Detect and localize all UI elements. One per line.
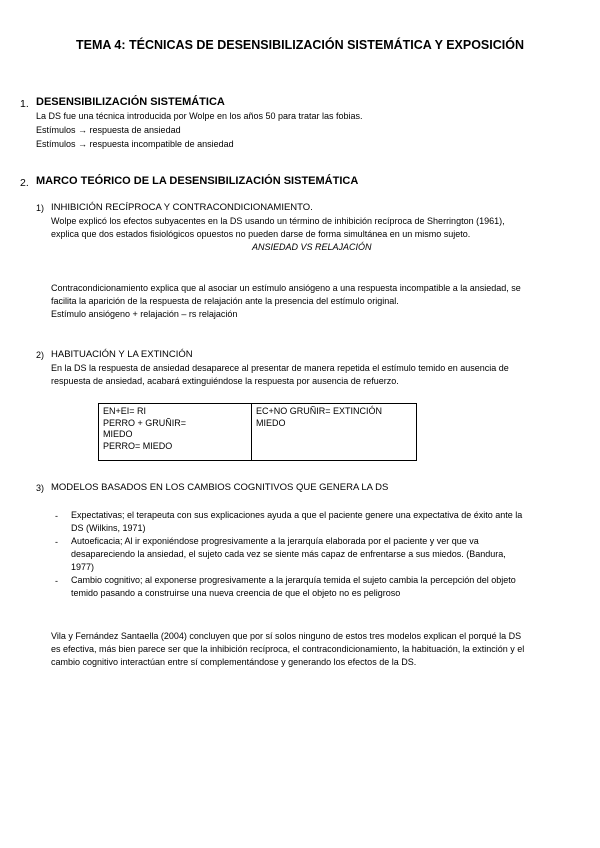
section-2-number: 2. (20, 177, 29, 189)
conditioning-table (98, 403, 417, 461)
emphasis-text: ANSIEDAD VS RELAJACIÓN (252, 242, 372, 252)
body-line: facilita la aparición de la respuesta de relajación ante la presencia del estímulo original. (51, 296, 399, 306)
table-cell-line: EN+EI= RI (103, 406, 147, 416)
table-cell-line: PERRO + GRUÑIR= (103, 417, 187, 428)
bullet-line: temido pasando a construirse una nueva creencia de que el objeto no es peligroso (71, 588, 401, 598)
bullet-line: Autoeficacia; Al ir exponiéndose progresivamente a la jerarquía elaborada por el paciente y ver que va (71, 536, 479, 546)
bullet-dash: - (55, 511, 58, 521)
bullet-line: Cambio cognitivo; al exponerse progresivamente a la jerarquía temida el sujeto cambia la percepción del objeto (71, 575, 516, 585)
body-line: Wolpe explicó los efectos subyacentes en la DS usando un término de inhibición recíproca de Sherrington (1961), (51, 216, 505, 226)
subsection-2-number: 2) (36, 350, 45, 360)
conclusion-line: Vila y Fernández Santaella (2004) concluyen que por sí solos ninguno de estos tres modelos explican el porqué la DS (51, 631, 522, 641)
section-1-line: Estímulos → respuesta incompatible de ansiedad (36, 139, 234, 149)
subsection-3-number: 3) (36, 483, 45, 493)
subsection-1-heading: INHIBICIÓN RECÍPROCA Y CONTRACONDICIONAMIENTO. (51, 202, 313, 213)
bullet-line: desapareciendo la ansiedad, el sujeto cada vez se siente más capaz de enfrentarse a sus miedos. (Bandura, (71, 549, 506, 559)
bullet-dash: - (55, 537, 58, 547)
subsection-2-heading: HABITUACIÓN Y LA EXTINCIÓN (51, 349, 193, 360)
body-line: Estímulo ansiógeno + relajación – rs relajación (51, 309, 238, 319)
bullet-line: Expectativas; el terapeuta con sus explicaciones ayuda a que el paciente genere una expectativa de éxito ante la (71, 510, 523, 520)
body-line: respuesta de ansiedad, acabará extinguiéndose la respuesta por ausencia de refuerzo. (51, 376, 399, 386)
section-1-number: 1. (20, 98, 29, 110)
body-line: En la DS la respuesta de ansiedad desaparece al presentar de manera repetida el estímulo temido en ausencia de (51, 363, 509, 373)
table-cell-line: MIEDO (256, 417, 286, 428)
table-cell-line: EC+NO GRUÑIR= EXTINCIÓN (256, 406, 383, 416)
table-cell-right (252, 404, 417, 461)
table-cell-left (99, 404, 252, 461)
bullet-dash: - (55, 576, 58, 586)
section-1-line: La DS fue una técnica introducida por Wolpe en los años 50 para tratar las fobias. (36, 111, 363, 121)
page-title: TEMA 4: TÉCNICAS DE DESENSIBILIZACIÓN SISTEMÁTICA Y EXPOSICIÓN (76, 38, 524, 52)
section-1-heading: DESENSIBILIZACIÓN SISTEMÁTICA (36, 96, 225, 108)
table-cell-line: PERRO= MIEDO (103, 440, 173, 451)
conclusion-line: es efectiva, más bien parece ser que la inhibición recíproca, el contracondicionamiento, la habituación, la extinción y el (51, 644, 525, 654)
subsection-3-heading: MODELOS BASADOS EN LOS CAMBIOS COGNITIVOS QUE GENERA LA DS (51, 482, 389, 493)
body-line: explica que dos estados fisiológicos opuestos no pueden darse de forma simultánea en un mismo sujeto. (51, 229, 471, 239)
conclusion-line: cambio cognitivo interactúan entre sí complementándose y generando los efectos de la DS. (51, 657, 417, 667)
bullet-line: 1977) (71, 562, 95, 572)
bullet-line: DS (Wilkins, 1971) (71, 523, 146, 533)
section-2-heading: MARCO TEÓRICO DE LA DESENSIBILIZACIÓN SISTEMÁTICA (36, 175, 359, 187)
table-cell-line: MIEDO (103, 429, 133, 439)
body-line: Contracondicionamiento explica que al asociar un estímulo ansiógeno a una respuesta incompatible a la ansiedad, se (51, 283, 521, 293)
section-1-line: Estímulos → respuesta de ansiedad (36, 125, 181, 135)
subsection-1-number: 1) (36, 203, 45, 213)
